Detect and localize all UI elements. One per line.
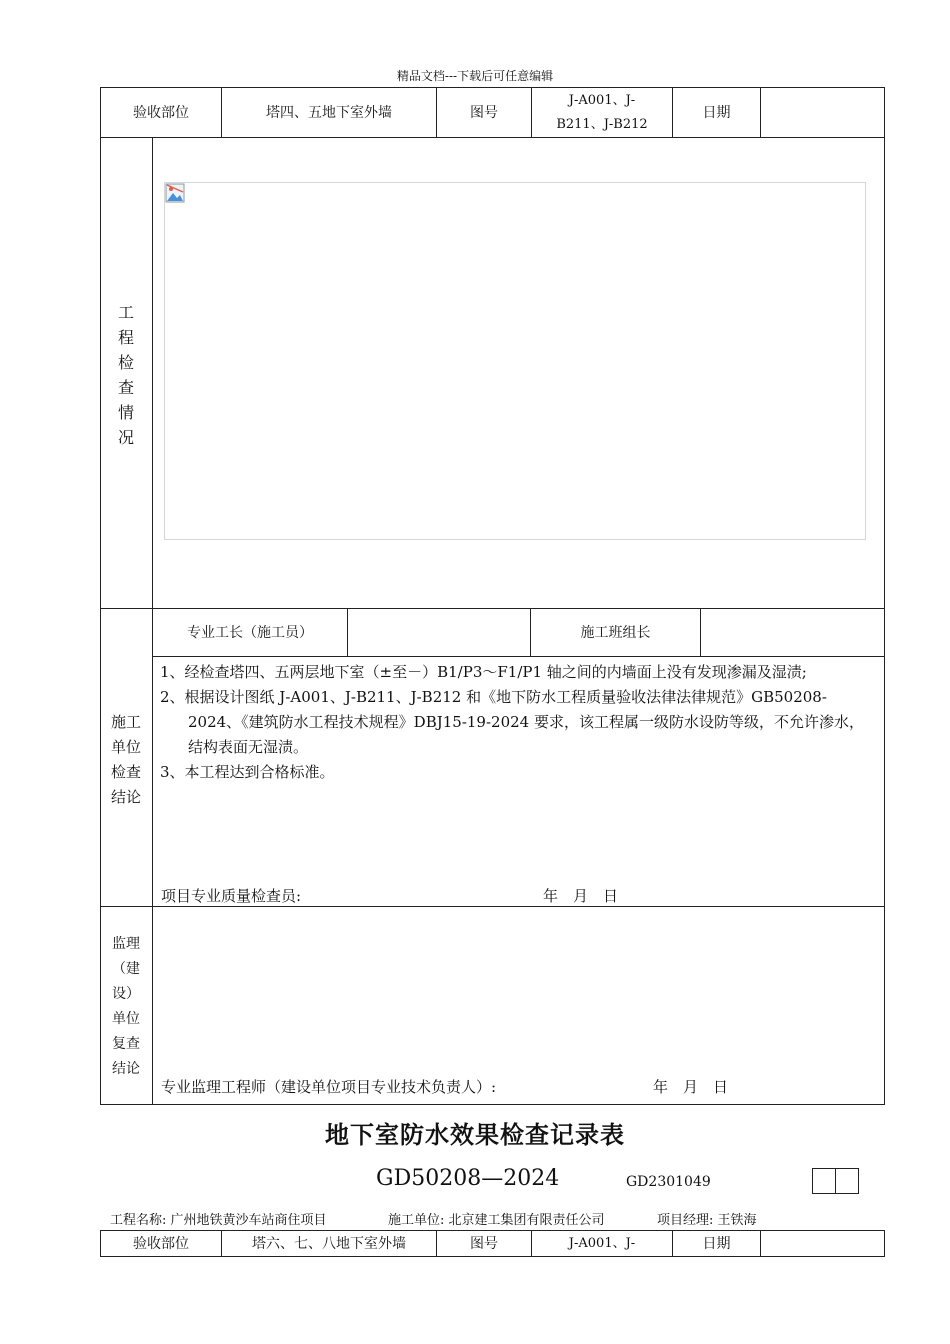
date-value-2: [761, 1231, 884, 1256]
date-label-2: 日期: [702, 1235, 731, 1252]
conclusion-item: 1、经检查塔四、五两层地下室（±至－）B1/P3～F1/P1 轴之间的内墙面上没有发现渗漏及湿渍;: [160, 663, 807, 681]
conclusion-label-part: 检查: [110, 763, 141, 781]
location-label-2: 验收部位: [133, 1235, 189, 1252]
checkbox-2: [835, 1168, 859, 1194]
conclusion-text: [160, 660, 876, 785]
broken-image-icon: [165, 183, 185, 203]
conclusion-label-part: 单位: [110, 738, 141, 756]
inspection-label-char: 查: [117, 378, 134, 397]
project-manager: 项目经理: 王铁海: [657, 1213, 757, 1228]
drawing-label: 图号: [470, 104, 498, 121]
foreman-value: [348, 609, 530, 656]
project-name: 工程名称: 广州地铁黄沙车站商住项目: [110, 1213, 327, 1228]
drawing-value: [532, 88, 672, 137]
foreman-label: 专业工长（施工员）: [187, 624, 313, 641]
page-header: 精品文档---下载后可任意编辑: [396, 69, 554, 83]
supervision-label-part: 单位: [112, 1011, 140, 1027]
conclusion-label-part: 结论: [110, 788, 141, 806]
team-leader-label: 施工班组长: [580, 624, 651, 641]
form-title: 地下室防水效果检查记录表: [325, 1120, 625, 1149]
supervision-label: [100, 932, 152, 1082]
supervision-label-part: 设）: [112, 986, 140, 1002]
inspection-label-char: 况: [117, 428, 134, 447]
date-label: 日期: [702, 104, 731, 121]
inspection-label-char: 程: [117, 328, 134, 347]
inspection-label-char: 情: [117, 403, 134, 422]
drawing-value-2: J-A001、J-: [568, 1235, 636, 1251]
supervision-date: 年 月 日: [653, 1078, 729, 1096]
inspector-date: 年 月 日: [543, 887, 619, 905]
supervising-engineer-label: 专业监理工程师（建设单位项目专业技术负责人）:: [161, 1078, 497, 1096]
supervision-label-part: 结论: [112, 1061, 140, 1077]
team-leader-value: [701, 609, 884, 656]
inspection-label-char: 检: [117, 353, 134, 372]
quality-inspector-label: 项目专业质量检查员:: [161, 887, 302, 905]
supervision-label-part: 复查: [112, 1036, 140, 1052]
drawing-line-2: B211、J-B212: [556, 116, 648, 132]
inspection-photo: [164, 182, 866, 540]
inspection-label: [106, 300, 146, 450]
form-code: GD2301049: [626, 1174, 711, 1190]
checkbox-1: [812, 1168, 836, 1194]
construction-unit: 施工单位: 北京建工集团有限责任公司: [388, 1213, 605, 1228]
date-value: [761, 88, 884, 137]
drawing-label-2: 图号: [470, 1235, 498, 1252]
conclusion-item: 3、本工程达到合格标准。: [160, 763, 335, 781]
location-label: 验收部位: [133, 104, 189, 121]
standard-code: GD50208—2024: [376, 1166, 560, 1191]
conclusion-label-part: 施工: [110, 713, 141, 731]
supervision-label-part: 监理: [112, 936, 140, 952]
location-value: 塔四、五地下室外墙: [266, 104, 392, 121]
location-value-2: 塔六、七、八地下室外墙: [252, 1235, 406, 1252]
supervision-label-part: （建: [112, 961, 140, 977]
drawing-line-1: J-A001、J-: [568, 92, 636, 108]
construction-conclusion-label: [100, 710, 152, 810]
conclusion-item: 2、根据设计图纸 J-A001、J-B211、J-B212 和《地下防水工程质量验收法律法律规范》GB50208-2024、《建筑防水工程技术规程》DBJ15-19-2024 要求，该工程属一级防水设防等级，不允许渗水，结构表面无湿渍。: [160, 688, 864, 756]
inspection-label-char: 工: [117, 303, 134, 322]
